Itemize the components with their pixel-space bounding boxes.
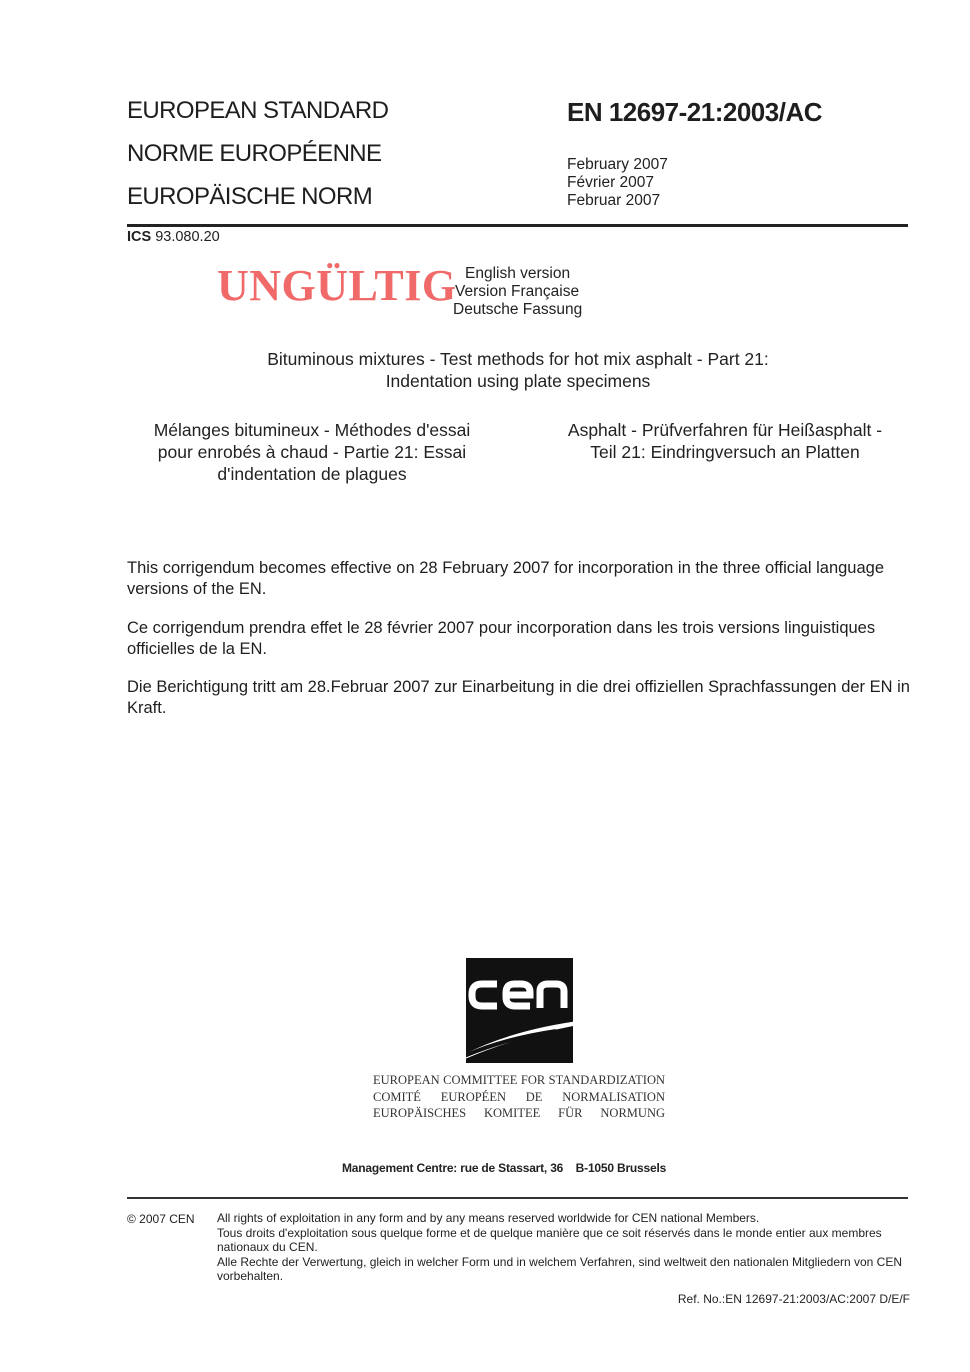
date-de: Februar 2007 <box>567 192 661 209</box>
cen-logo-icon <box>466 958 573 1063</box>
language-versions <box>453 265 582 319</box>
rights-en: All rights of exploitation in any form and by any means reserved worldwide for CEN national Members. <box>217 1211 760 1225</box>
committee-name-fr: COMITÉ EUROPÉEN DE NORMALISATION <box>373 1089 665 1104</box>
standard-title-en: EUROPEAN STANDARD <box>127 97 389 124</box>
invalid-stamp: UNGÜLTIG <box>217 261 457 310</box>
title-english-line: Bituminous mixtures - Test methods for hot mix asphalt - Part 21: <box>267 349 769 369</box>
committee-name <box>373 1072 665 1122</box>
footer-divider <box>127 1197 908 1199</box>
standard-title-de: EUROPÄISCHE NORM <box>127 183 373 210</box>
ics-code <box>127 229 220 245</box>
title-german <box>540 419 910 463</box>
copyright-notice: © 2007 CEN <box>127 1212 195 1226</box>
ics-label: ICS <box>127 229 152 245</box>
publication-dates <box>567 156 668 210</box>
title-german-line: Asphalt - Prüfverfahren für Heißasphalt - <box>567 420 883 440</box>
header-divider <box>127 224 908 227</box>
committee-name-de: EUROPÄISCHES KOMITEE FÜR NORMUNG <box>373 1106 665 1120</box>
title-french <box>127 419 497 485</box>
management-centre-address: Management Centre: rue de Stassart, 36 B-1050 Brussels <box>342 1161 667 1175</box>
effective-note-de: Die Berichtigung tritt am 28.Februar 2007 zur Einarbeitung in die drei offiziellen Sprachfassungen der EN in Kraft. <box>127 678 910 717</box>
rights-statement <box>217 1211 907 1284</box>
date-en: February 2007 <box>567 156 668 173</box>
rights-fr: Tous droits d'exploitation sous quelque forme et de quelque manière que ce soit réservés dans le monde entier aux membres nationaux du CEN. <box>217 1225 882 1255</box>
standard-number: EN 12697-21:2003/AC <box>567 97 822 127</box>
title-german-line: Teil 21: Eindringversuch an Platten <box>590 442 860 462</box>
version-english: English version <box>465 265 571 282</box>
version-french: Version Française <box>455 283 580 300</box>
title-english <box>200 348 836 392</box>
title-french-line: pour enrobés à chaud - Partie 21: Essai <box>157 442 467 462</box>
committee-name-en: EUROPEAN COMMITTEE FOR STANDARDIZATION <box>373 1073 665 1087</box>
reference-number: Ref. No.:EN 12697-21:2003/AC:2007 D/E/F <box>677 1292 910 1306</box>
title-french-line: d'indentation de plagues <box>217 464 407 484</box>
date-fr: Février 2007 <box>567 174 655 191</box>
effective-note-fr: Ce corrigendum prendra effet le 28 février 2007 pour incorporation dans les trois versions linguistiques officielles de la EN. <box>127 619 876 658</box>
effective-note-en: This corrigendum becomes effective on 28 February 2007 for incorporation in the three official language versions of the EN. <box>127 559 885 598</box>
title-french-line: Mélanges bitumineux - Méthodes d'essai <box>153 420 471 440</box>
title-english-line: Indentation using plate specimens <box>385 371 651 391</box>
standard-title-fr: NORME EUROPÉENNE <box>127 140 382 167</box>
version-german: Deutsche Fassung <box>453 301 583 318</box>
rights-de: Alle Rechte der Verwertung, gleich in welcher Form und in welchem Verfahren, sind weltweit den nationalen Mitgliedern von CEN vorbehalten. <box>217 1254 903 1284</box>
ics-value: 93.080.20 <box>155 229 220 245</box>
